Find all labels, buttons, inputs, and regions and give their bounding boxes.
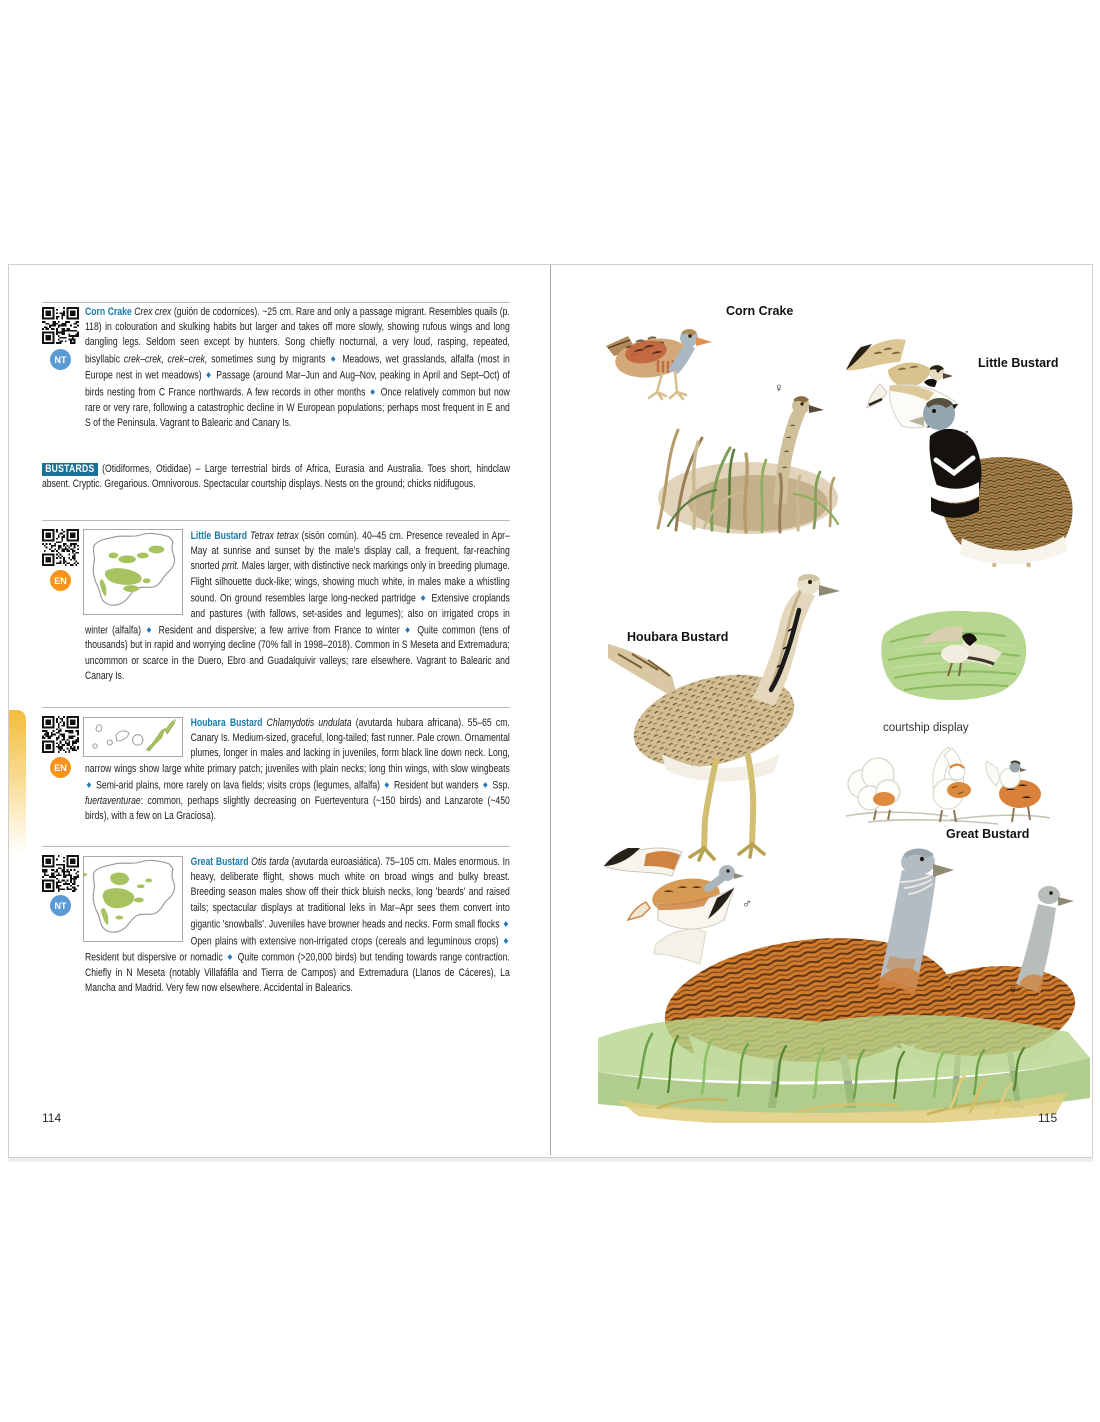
page-edge-tab	[9, 710, 26, 855]
section-divider	[42, 302, 510, 303]
section-divider	[42, 846, 510, 847]
section-divider	[42, 520, 510, 521]
illustration-grass-base	[598, 988, 1090, 1123]
status-badge-en: EN	[50, 570, 71, 591]
illustration-label-little-bustard: Little Bustard	[978, 356, 1059, 370]
illustration-houbara-flying	[876, 602, 1034, 712]
illustration-label-corn-crake: Corn Crake	[726, 304, 794, 318]
illustration-little-bustard-female	[638, 378, 858, 536]
status-badge-nt: NT	[50, 895, 71, 916]
family-header-bustards	[42, 462, 627, 492]
species-account-little-bustard: Little Bustard Tetrax tetrax (sisón común). 40–45 cm. Presence revealed in Apr–May at sunrise and sunset by the male's display call, a frequent, far-reaching snorted prrit. Males larger, with distinctive neck markings only in breeding plumage. Flight silhouette duck-like; wings, showing much white, in males make a whistling sound. On ground resembles large long-necked partridge ◆ Extensive croplands and pastures (with fallows, set-asides and legumes); also on irrigated crops in winter (alfalfa) ◆ Resident and dispersive; a few arrive from France to winter ◆ Quite common (tens of thousands) but in rapid and worrying decline (70% fall in 1998–2018). Common in S Meseta and Extremadura; uncommon or scarce in the Duero, Ebro and Guadalquivir valleys; rare elsewhere. Vagrant to Balearic and Canary Is.	[85, 530, 510, 682]
illustration-label-houbara-bustard: Houbara Bustard	[627, 630, 729, 644]
map-spacer	[85, 529, 191, 619]
illustration-label-great-bustard: Great Bustard	[946, 827, 1030, 841]
qr-code	[42, 716, 79, 753]
page-number-left: 114	[42, 1111, 62, 1125]
female-symbol: ♀	[774, 380, 784, 395]
qr-code	[42, 307, 79, 344]
illustration-courtship-display	[838, 732, 1056, 827]
family-description: (Otidiformes, Otididae) – Large terrestrial birds of Africa, Eurasia and Australia. Toes short, hindclaw absent. Cryptic. Gregarious. Omnivorous. Spectacular courtship displays. Nests on the ground; chicks nidifugous.	[42, 463, 511, 491]
qr-code	[42, 529, 79, 566]
map-spacer	[85, 855, 191, 945]
male-symbol: ♂	[960, 426, 970, 441]
qr-code	[42, 855, 79, 892]
male-symbol: ♂	[742, 896, 752, 911]
page-number-right: 115	[1038, 1111, 1058, 1125]
map-spacer	[85, 716, 191, 761]
family-name-chip: BUSTARDS	[42, 463, 98, 476]
female-symbol: ♀	[1008, 982, 1018, 997]
species-account-houbara-bustard: Houbara Bustard Chlamydotis undulata (avutarda hubara africana). 55–65 cm. Canary Is. Medium-sized, graceful, long-tailed; fast runner. Pale crown. Ornamental plumes, longer in males and lacking in juveniles, form black line down neck. Long, narrow wings show large white primary patch; juveniles with plain necks; long thin wings, with slow wingbeats ◆ Semi-arid plains, more rarely on lava fields; visits crops (legumes, alfalfa) ◆ Resident but wanders ◆ Ssp. fuertaventurae: common, perhaps slightly decreasing on Fuerteventura (~150 birds) and Lanzarote (~450 birds), with a few on La Graciosa).	[85, 717, 510, 822]
species-account-great-bustard: Great Bustard Otis tarda (avutarda euroasiática). 75–105 cm. Males enormous. In heavy, deliberate flight, shows much white on broad wings and bulky breast. Breeding season males show off their thick bluish necks, long 'beards' and raised tails; spectacular displays at traditional leks in Mar–Apr sees them convert into gigantic 'snowballs'. Juveniles have browner heads and necks. Form small flocks ◆ Open plains with extensive non-irrigated crops (cereals and leguminous crops) ◆ Resident but dispersive or nomadic ◆ Quite common (>20,000 birds) but tending towards range contraction. Chiefly in N Meseta (notably Villafáfila and Tierra de Campos) and Extremadura (Llanos de Cáceres), La Mancha and Madrid. Very few now elsewhere. Accidental in Balearics.	[85, 856, 510, 995]
status-badge-en: EN	[50, 757, 71, 778]
illustration-little-bustard-male	[886, 376, 1081, 568]
status-badge-nt: NT	[50, 349, 71, 370]
species-account-corn-crake: Corn Crake Crex crex (guión de codornices). ~25 cm. Rare and only a passage migrant. Resembles quails (p. 118) in colouration and skulking habits but larger and takes off more slowly, showing rufous wings and long dangling legs. Seldom seen except by hunters. Song chiefly nocturnal, a very loud, rasping, repeated, bisyllabic crek–crek, crek–crek, sometimes sung by migrants ◆ Meadows, wet grasslands, alfalfa (most in Europe nest in wet meadows) ◆ Passage (around Mar–Jun and Aug–Nov, peaking in April and Sept–Oct) of birds nesting from C France northwards. A few records in other months ◆ Once relatively common but now rare or very rare, following a catastrophic decline in W European populations; perhaps most frequent in E and S of the Peninsula. Vagrant to Balearic and Canary Is.	[85, 306, 510, 429]
illustration-label-courtship-display: courtship display	[883, 722, 969, 734]
section-divider	[42, 707, 510, 708]
